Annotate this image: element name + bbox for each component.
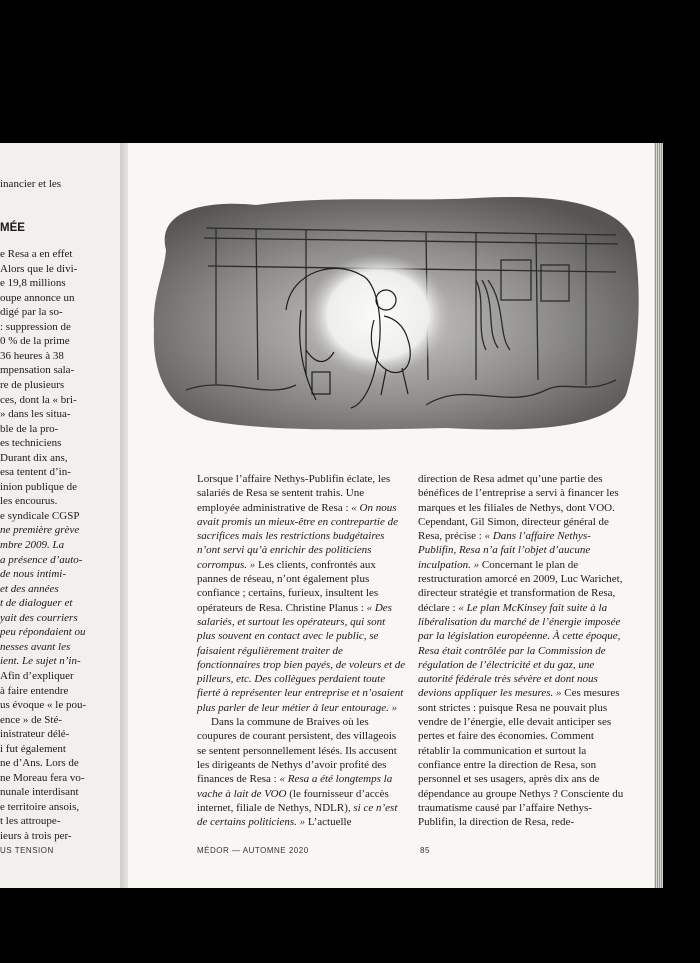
left-page-line: de nous intimi- — [0, 568, 66, 581]
article-column-1 — [197, 472, 406, 829]
left-page-line: a présence d’auto- — [0, 553, 83, 566]
left-page-line: inion publique de — [0, 480, 77, 493]
left-page-line: ient. Le sujet n’in- — [0, 655, 81, 668]
left-page-line: re de plusieurs — [0, 378, 65, 391]
left-page-line: 36 heures à 38 — [0, 349, 64, 362]
left-page-line: us évoque « le pou- — [0, 699, 87, 712]
article-paragraph: Dans la commune de Braives où les coupures de courant persistent, des villageois se sentent personnellement lésés. Ils accusent les dirigeants de Nethys d’avoir profité des finances de Resa : « Resa a été longtemps la vache à lait de VOO (le fournisseur d’accès internet, filiale de Nethys, NDLR), si ce n’est de certains politiciens. » L’actuelle — [197, 716, 398, 829]
left-page-line: oupe annonce un — [0, 291, 75, 304]
magazine-footer: MÉDOR — AUTOMNE 2020 — [197, 846, 309, 855]
left-page — [0, 143, 124, 888]
left-page-footer: US TENSION — [0, 846, 54, 855]
cow-milking-illustration — [146, 180, 642, 435]
left-page-line: Durant dix ans, — [0, 451, 68, 464]
left-page-line: : suppression de — [0, 320, 71, 333]
left-page-line: ne d’Ans. Lors de — [0, 757, 79, 770]
left-page-line: t les attroupe- — [0, 815, 61, 828]
article-column-2 — [418, 472, 628, 829]
left-page-line: e territoire ansois, — [0, 800, 80, 813]
left-page-heading: MÉE — [0, 222, 25, 234]
left-page-line: peu répondaient ou — [0, 626, 86, 639]
left-page-line: e 19,8 millions — [0, 277, 66, 290]
article-paragraph: Lorsque l’affaire Nethys-Publifin éclate, les salariés de Resa se sentent trahis. Une employée administrative de Resa : « On nous avait promis un mieux-être en contrepartie de sacrifices mais les restrictions budgétaires n’ont servi qu’à enrichir des politiciens corrompus. » Les clients, confrontés aux pannes de réseau, n’ont également plus confiance ; certains, furieux, insultent les opérateurs de Resa. Christine Planus : « Des salariés, et surtout les opérateurs, qui sont plus souvent en contact avec le public, se faisaient régulièrement traiter de fonctionnaires trop bien payés, de voleurs et de pilleurs, etc. Des collègues perdaient toute fierté à représenter leur entreprise et n’osaient plus parler de leur métier à leur entourage. » — [197, 473, 406, 714]
left-page-line: Afin d’expliquer — [0, 669, 74, 682]
left-page-line: » dans les situa- — [0, 408, 71, 421]
left-page-line: nesses avant les — [0, 640, 71, 653]
left-page-line: ble de la pro- — [0, 422, 59, 435]
left-page-line: es techniciens — [0, 437, 62, 450]
left-page-line: esa tentent d’in- — [0, 466, 71, 479]
left-page-line: t de dialoguer et — [0, 597, 73, 610]
left-page-line: ieurs à trois per- — [0, 830, 72, 842]
left-page-line: ne Moreau fera vo- — [0, 771, 85, 784]
left-page-line: inistrateur délé- — [0, 728, 70, 741]
page-number: 85 — [420, 846, 430, 855]
left-page-line: digé par la so- — [0, 306, 63, 319]
left-page-line: i fut également — [0, 742, 66, 755]
article-paragraph: direction de Resa admet qu’une partie des bénéfices de l’entreprise a servi à financer les marques et les filiales de Nethys, dont VOO. Cependant, Gil Simon, directeur général de Resa, précise : « Dans l’affaire Nethys-Publifin, Resa n’a fait l’objet d’aucune inculpation. » Concernant le plan de restructuration amorcé en 2009, Luc Warichet, directeur stratégie et transformation de Resa, déclare : « Le plan McKinsey fait suite à la libéralisation du marché de l’énergie imposée par la législation européenne. À cette époque, Resa était contrôlée par la Commission de régulation de l’électricité et du gaz, une autorité fédérale très sévère et dont nous devions appliquer les mesures. » Ces mesures sont strictes : puisque Resa ne pouvait plus vendre de l’énergie, elle devait anticiper ses pertes et faire des économies. Comment rétablir la communication et surtout la confiance entre la direction de Resa, son personnel et ses usagers, après dix ans de dépendance au groupe Nethys ? Consciente du traumatisme causé par l’affaire Nethys-Publifin, la direction de Resa, rede- — [418, 473, 624, 829]
left-page-line: Alors que le divi- — [0, 262, 78, 275]
left-page-line: e Resa a en effet — [0, 248, 73, 260]
left-page-line: les encourus. — [0, 495, 58, 508]
page-edges — [654, 143, 663, 888]
left-page-line: ces, dont la « bri- — [0, 393, 77, 406]
left-page-line: ne première grève — [0, 524, 80, 537]
left-page-line: ence » de Sté- — [0, 713, 62, 726]
left-page-line: nunale interdisant — [0, 786, 79, 799]
left-page-line: mbre 2009. La — [0, 539, 65, 551]
left-page-line: et des années — [0, 582, 59, 595]
left-page-line: 0 % de la prime — [0, 335, 70, 348]
left-page-line: yait des courriers — [0, 611, 78, 624]
left-page-line: inancier et les — [0, 178, 62, 190]
left-page-line: e syndicale CGSP — [0, 509, 80, 522]
left-page-line: à faire entendre — [0, 684, 69, 697]
left-page-line: mpensation sala- — [0, 364, 75, 377]
